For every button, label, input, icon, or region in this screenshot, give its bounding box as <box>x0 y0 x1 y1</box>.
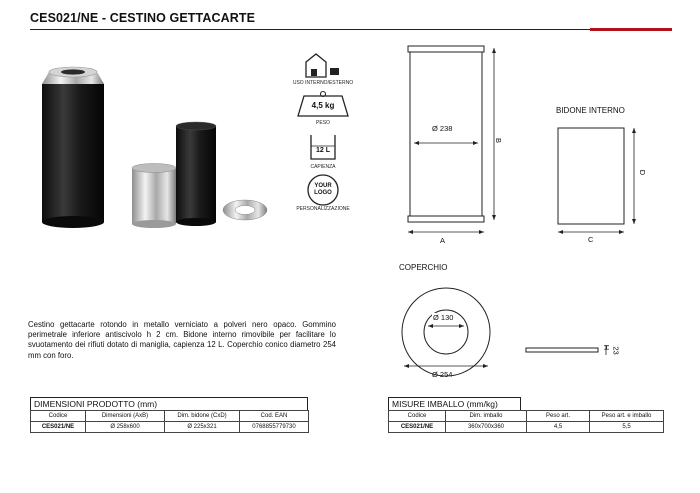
packing-header-size: Dim. imballo <box>446 411 527 422</box>
assembled-bin-image <box>42 67 104 228</box>
product-header-dimensions: Dimensioni (AxB) <box>86 411 165 422</box>
header-rule <box>30 29 590 30</box>
packing-cell-total-weight: 5,5 <box>590 422 664 433</box>
product-table-title: DIMENSIONI PRODOTTO (mm) <box>30 397 308 410</box>
header-accent-rule <box>590 28 672 31</box>
usage-label: USO INTERNO/ESTERNO <box>292 80 354 86</box>
lid-height-label: 23 <box>611 346 621 355</box>
product-header-code: Codice <box>31 411 86 422</box>
packing-table <box>388 397 664 433</box>
packing-header-code: Codice <box>389 411 446 422</box>
product-dimensions-table <box>30 397 309 433</box>
product-header-ean: Cod. EAN <box>240 411 309 422</box>
product-cell-dimensions: Ø 258x600 <box>86 422 165 433</box>
capacity-value: 12 L <box>315 147 330 154</box>
product-cell-bucket: Ø 225x321 <box>165 422 240 433</box>
outer-body-image <box>176 122 216 226</box>
dim-a-label: A <box>440 236 446 245</box>
weight-label: PESO <box>316 120 330 126</box>
indoor-outdoor-icon <box>288 50 358 80</box>
packing-cell-code: CES021/NE <box>389 422 446 433</box>
dim-d-label: D <box>638 169 648 176</box>
page-title: CES021/NE - CESTINO GETTACARTE <box>30 11 256 25</box>
inner-bucket-drawing <box>550 124 660 244</box>
lid-ring-image <box>223 200 267 220</box>
packing-header-weight: Peso art. <box>527 411 590 422</box>
lid-outer-diameter: Ø 254 <box>432 370 453 379</box>
lid-inner-diameter: Ø 130 <box>433 313 454 322</box>
product-cell-ean: 0768855779730 <box>240 422 309 433</box>
dim-b-label: B <box>494 137 504 144</box>
capacity-label: CAPIENZA <box>310 164 336 170</box>
lid-title: COPERCHIO <box>399 263 448 272</box>
logo-label: PERSONALIZZAZIONE <box>296 206 350 212</box>
lid-h-label: H <box>602 344 612 351</box>
product-description: Cestino gettacarte rotondo in metallo verniciato a polveri nero opaco. Gommino perimetrale inferiore antiscivolo h 2 cm. Bidone interno rimovibile per facilitare lo svuotamento dei rifiuti dotato di maniglia, capienza 12 L. Coperchio conico diametro 254 mm con foro. <box>28 320 336 360</box>
logo-value: YOUR LOGO <box>314 183 332 196</box>
weight-value: 4,5 kg <box>311 101 335 110</box>
packing-cell-size: 360x700x360 <box>446 422 527 433</box>
product-photos <box>30 60 292 235</box>
main-diameter-label: Ø 238 <box>432 124 453 133</box>
product-cell-code: CES021/NE <box>31 422 86 433</box>
inner-bucket-image <box>132 164 176 229</box>
pictogram-column <box>288 50 358 212</box>
packing-cell-weight: 4,5 <box>527 422 590 433</box>
dim-c-label: C <box>588 235 594 244</box>
lid-side-drawing <box>522 342 612 362</box>
inner-bucket-title: BIDONE INTERNO <box>556 106 625 115</box>
packing-header-total-weight: Peso art. e imballo <box>590 411 664 422</box>
packing-table-title: MISURE IMBALLO (mm/kg) <box>388 397 521 410</box>
product-header-bucket: Dim. bidone (CxD) <box>165 411 240 422</box>
